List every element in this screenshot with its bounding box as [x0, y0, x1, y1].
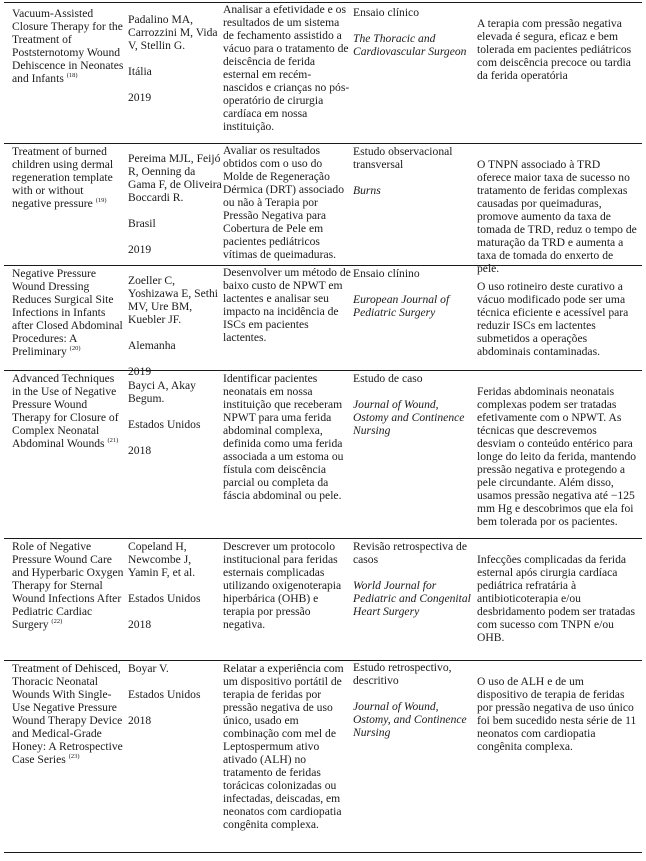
- conclusion: Infecções complicadas da ferida esternal após cirurgia cardíaca pediátrica refratária à antibioticoterapia e/ou desbridamento podem ser tratadas com sucesso com TNPN e/ou OHB.: [477, 553, 636, 644]
- conclusion-cell: [477, 385, 637, 528]
- journal: Burns: [353, 184, 381, 197]
- country: Estados Unidos: [128, 418, 201, 431]
- journal: World Journal for Pediatric and Congenital Heart Surgery: [353, 579, 471, 618]
- journal: Journal of Wound, Ostomy, and Continence Nursing: [353, 700, 467, 739]
- study-type: Estudo observacional transversal: [353, 145, 453, 171]
- year: 2018: [128, 714, 152, 727]
- study-title-cell: [12, 372, 124, 450]
- conclusion-cell: [477, 675, 637, 753]
- authors: Zoeller C, Yoshizawa E, Sethi MV, Ure BM, Kuebler JF.: [128, 274, 218, 326]
- objective: Desenvolver um método de baixo custo de NPWT em lactentes e analisar seu impacto na incidência de ISCs em pacientes lactentes.: [223, 266, 351, 344]
- table-row: [4, 265, 642, 378]
- reference-number: (22): [51, 618, 63, 626]
- study-type: Revisão retrospectiva de casos: [353, 540, 467, 566]
- table-row: [4, 660, 642, 853]
- table-row: [4, 370, 642, 538]
- design-cell: [353, 145, 475, 197]
- authors-cell: [128, 540, 223, 631]
- authors: Pereima MJL, Feijó R, Oenning da Gama F, de Oliveira Boccardi R.: [128, 152, 222, 204]
- journal: European Journal of Pediatric Surgery: [353, 293, 450, 319]
- authors-cell: [128, 13, 223, 104]
- objective-cell: [223, 662, 351, 831]
- objective-cell: [223, 372, 351, 502]
- year: 2019: [128, 243, 152, 256]
- reference-number: (20): [69, 345, 81, 353]
- journal: The Thoracic and Cardiovascular Surgeon: [353, 32, 467, 58]
- conclusion-cell: [477, 17, 637, 82]
- conclusion: A terapia com pressão negativa elevada é segura, eficaz e bem tolerada em pacientes pediátricos com deiscência precoce ou tardia da ferida operatória: [477, 17, 632, 82]
- study-title: Vacuum-Assisted Closure Therapy for the Treatment of Poststernotomy Wound Dehiscence in Neonates and Infants: [12, 7, 124, 85]
- study-title-cell: [12, 662, 124, 766]
- design-cell: [353, 372, 475, 437]
- objective: Relatar a experiência com um dispositivo portátil de terapia de feridas por pressão negativa de uso único, usado em combinação com mel de Leptospermum ativo ativado (ALH) no tratamento de feridas torácicas colonizadas ou infectadas, deiscadas, em neonatos com cardiopatia congênita complexa.: [223, 662, 344, 831]
- table-row: [4, 538, 642, 660]
- design-cell: [353, 267, 475, 319]
- country: Itália: [128, 65, 152, 78]
- year: 2018: [128, 618, 152, 631]
- conclusion-cell: [477, 280, 637, 358]
- objective: Avaliar os resultados obtidos com o uso do Molde de Regeneração Dérmica (DRT) associado ou não à Terapia por Pressão Negativa para Cobertura de Pele em pacientes pediátricos vítimas de queimaduras.: [223, 144, 344, 261]
- country: Estados Unidos: [128, 688, 201, 701]
- conclusion: O uso de ALH e de um dispositivo de terapia de feridas por pressão negativa de uso único foi bem sucedido nesta série de 11 neonatos com cardiopatia congênita complexa.: [477, 675, 637, 753]
- authors-cell: [128, 152, 223, 256]
- objective: Analisar a efetividade e os resultados de um sistema de fechamento assistido a vácuo para o tratamento de deiscência de ferida esternal em recém-nascidos e crianças no pós-operatório de cirurgia cardíaca em nossa instituição.: [223, 3, 350, 133]
- study-title: Negative Pressure Wound Dressing Reduces Surgical Site Infections in Infants after Closed Abdominal Procedures: A Preliminary: [12, 267, 123, 358]
- study-type: Estudo de caso: [353, 372, 423, 385]
- objective-cell: [223, 266, 351, 344]
- table-row: [4, 2, 642, 143]
- year: 2018: [128, 444, 152, 457]
- study-title-cell: [12, 267, 124, 358]
- design-cell: [353, 540, 475, 618]
- reference-number: (19): [95, 197, 107, 205]
- conclusion: O uso rotineiro deste curativo a vácuo modificado pode ser uma técnica eficiente e acessível para reduzir ISCs em lactentes submetidos a operações abdominais contaminadas.: [477, 280, 629, 358]
- studies-table: [4, 2, 642, 853]
- authors: Copeland H, Newcombe J, Yamin F, et al.: [128, 540, 196, 579]
- conclusion: Feridas abdominais neonatais complexas podem ser tratadas efetivamente com o NPWT. As técnicas que descrevemos desviam o conteúdo entérico para longe do leito da ferida, mantendo pressão negativa e protegendo a pele circundante. Além disso, usamos pressão negativa até −125 mm Hg e descobrimos que ela foi bem tolerada por os pacientes.: [477, 385, 637, 528]
- objective: Identificar pacientes neonatais em nossa instituição que receberam NPWT para uma ferida abdominal complexa, definida como uma ferida associada a um estoma ou fístula com deiscência parcial ou completa da fáscia abdominal ou pele.: [223, 372, 344, 502]
- objective-cell: [223, 3, 351, 133]
- design-cell: [353, 661, 475, 739]
- study-title: Role of Negative Pressure Wound Care and Hyperbaric Oxygen Therapy for Sternal Wound Infections After Pediatric Cardiac Surgery: [12, 540, 124, 631]
- objective: Descrever um protocolo institucional para feridas esternais complicadas utilizando oxigenoterapia hiperbárica (OHB) e terapia por pressão negativa.: [223, 540, 342, 631]
- design-cell: [353, 6, 475, 58]
- authors: Padalino MA, Carrozzini M, Vida V, Stellin G.: [128, 13, 218, 52]
- country: Brasil: [128, 217, 156, 230]
- study-title: Advanced Techniques in the Use of Negative Pressure Wound Therapy for Closure of Complex Neonatal Abdominal Wounds: [12, 372, 119, 450]
- study-type: Ensaio clínico: [353, 6, 420, 19]
- study-type: Estudo retrospectivo, descritivo: [353, 661, 452, 687]
- study-title-cell: [12, 540, 124, 631]
- study-title-cell: [12, 145, 124, 210]
- year: 2019: [128, 365, 152, 378]
- conclusion: O TNPN associado à TRD oferece maior taxa de sucesso no tratamento de feridas complexas causadas por queimaduras, promove aumento da taxa de tomada de TRD, reduz o tempo de maturação da TRD e aumenta a taxa de tomada do enxerto de pele.: [477, 158, 637, 275]
- country: Estados Unidos: [128, 592, 201, 605]
- authors: Boyar V.: [128, 662, 169, 675]
- year: 2019: [128, 91, 152, 104]
- reference-number: (21): [107, 437, 119, 445]
- authors-cell: [128, 662, 223, 727]
- authors-cell: [128, 274, 223, 378]
- study-title-cell: [12, 7, 124, 85]
- study-title: Treatment of burned children using dermal regeneration template with or without negative pressure: [12, 145, 114, 210]
- authors: Bayci A, Akay Begum.: [128, 379, 196, 405]
- reference-number: (18): [66, 72, 78, 80]
- study-type: Ensaio clínino: [353, 267, 420, 280]
- objective-cell: [223, 144, 351, 261]
- study-title: Treatment of Dehisced, Thoracic Neonatal Wounds With Single-Use Negative Pressure Wound Therapy Device and Medical-Grade Honey: A Retrospective Case Series: [12, 662, 123, 766]
- authors-cell: [128, 379, 223, 457]
- objective-cell: [223, 540, 351, 631]
- journal: Journal of Wound, Ostomy and Continence Nursing: [353, 398, 465, 437]
- country: Alemanha: [128, 339, 176, 352]
- conclusion-cell: [477, 553, 637, 644]
- conclusion-cell: [477, 158, 637, 275]
- reference-number: (23): [68, 753, 80, 761]
